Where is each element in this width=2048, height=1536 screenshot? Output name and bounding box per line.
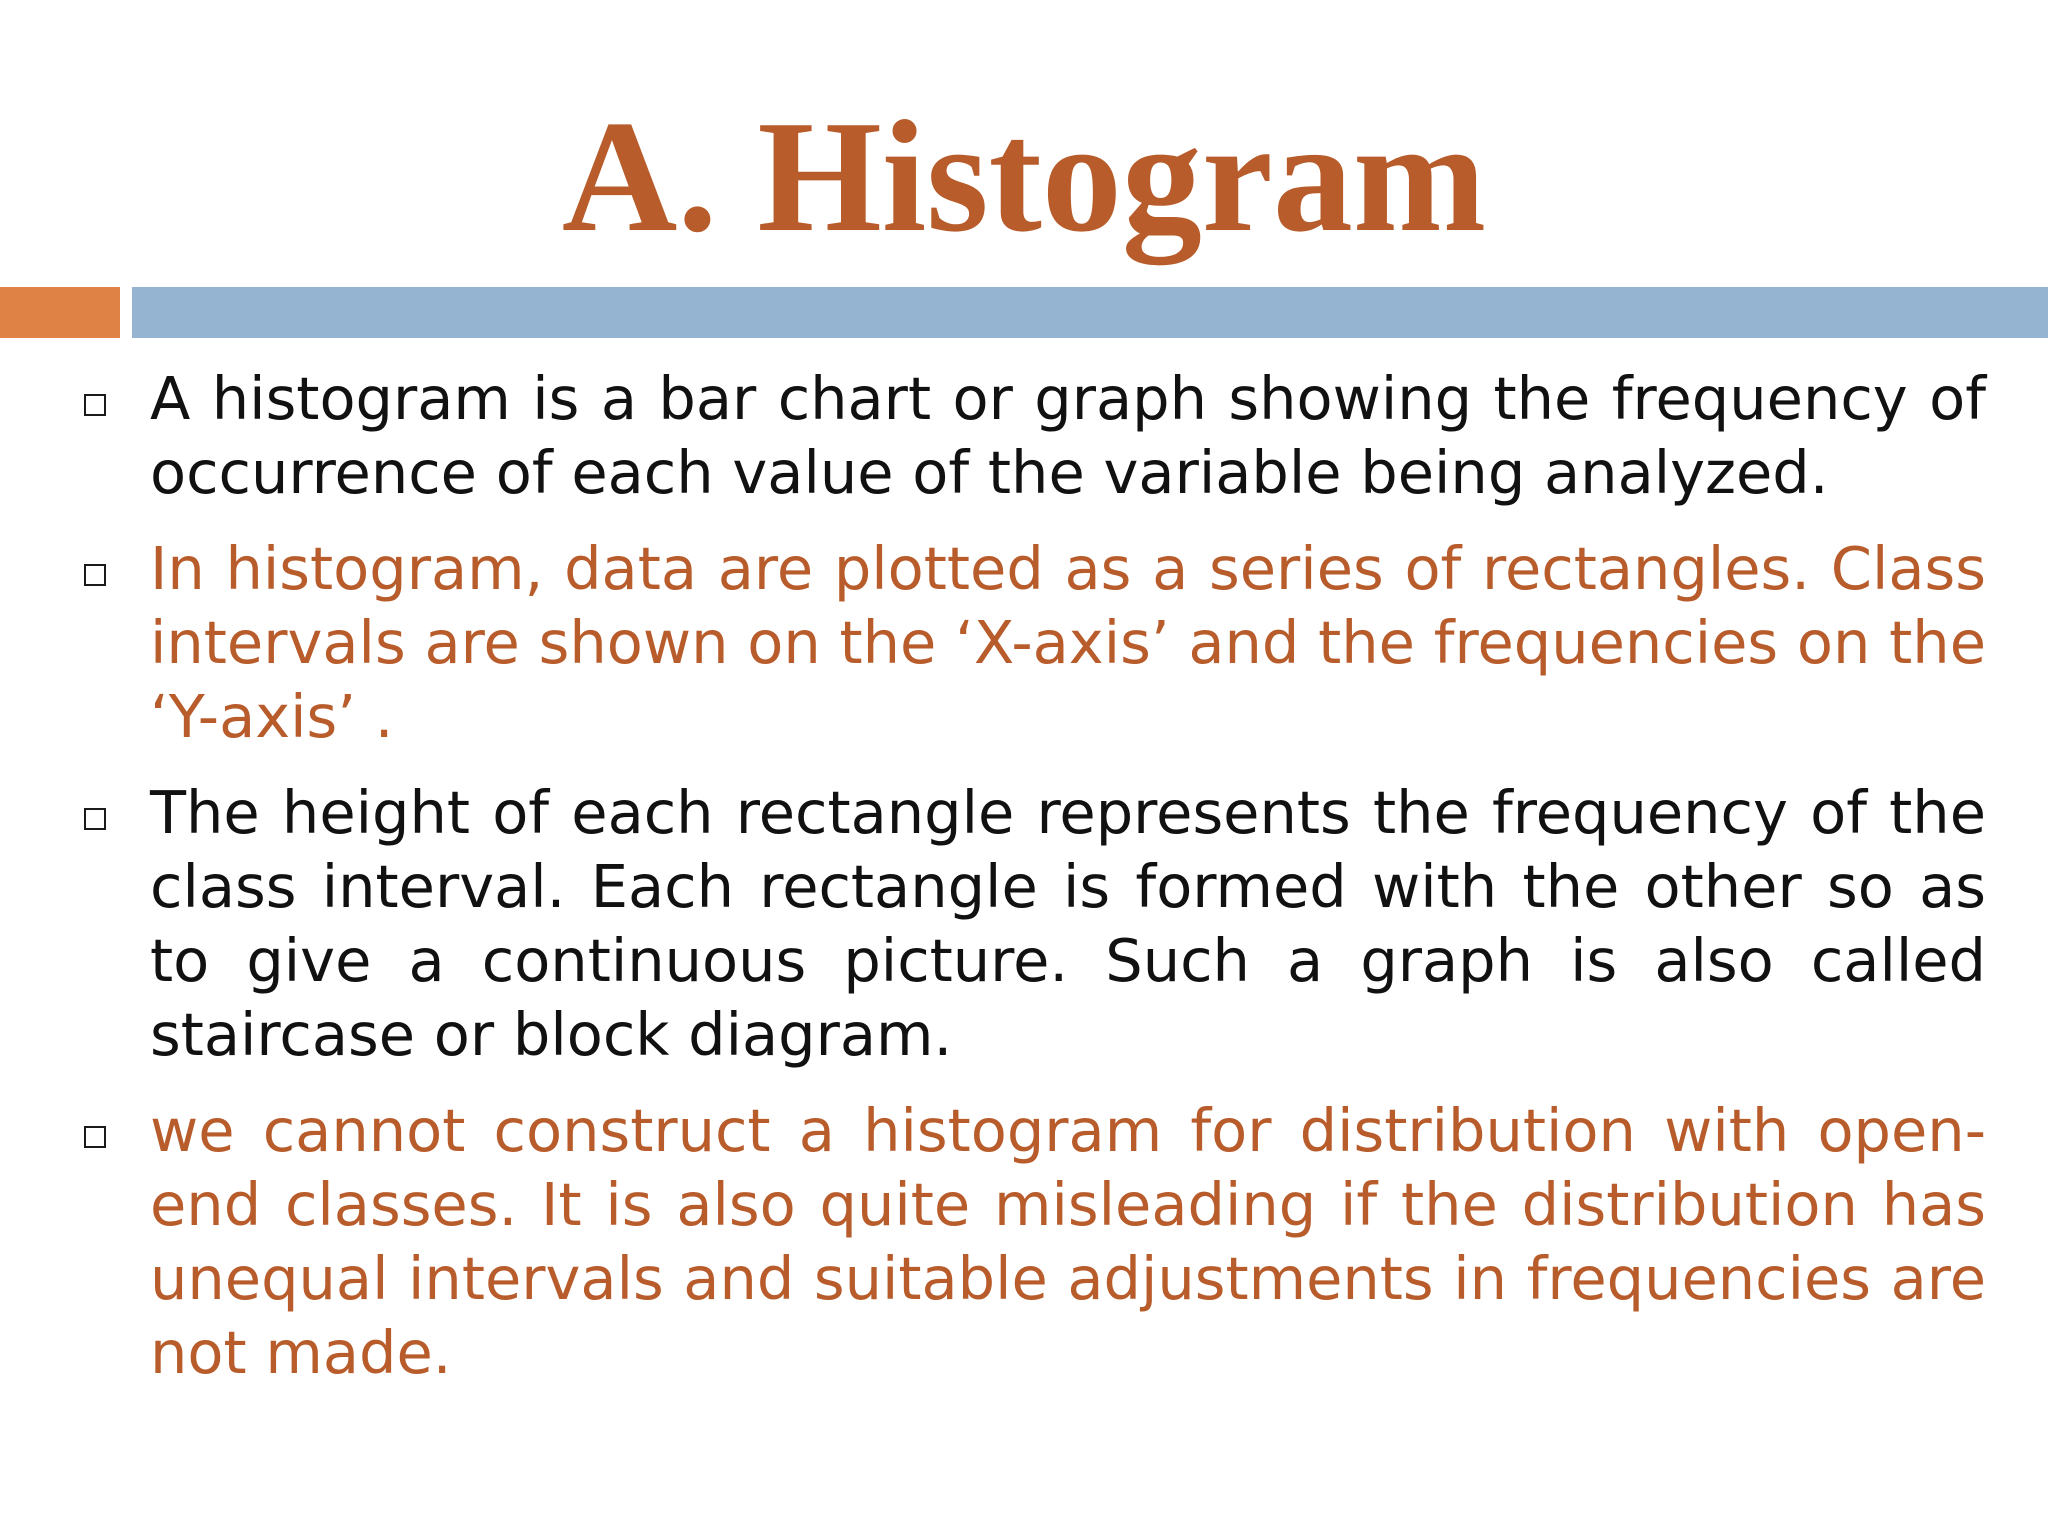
title-accent-bar-orange — [0, 287, 120, 338]
hollow-square-bullet-icon — [84, 1126, 106, 1148]
slide-title: A. Histogram — [561, 87, 1487, 265]
title-accent-bar-blue — [132, 287, 2048, 338]
bullet-item — [0, 1094, 2048, 1390]
bullet-text: The height of each rectangle represents the frequency of the class interval. Each rectangle is formed with the other so as to give a continuous picture. Such a graph is also called staircase or block diagram. — [150, 778, 1986, 1069]
bullet-text: A histogram is a bar chart or graph showing the frequency of occurrence of each value of the variable being analyzed. — [150, 364, 1986, 507]
bullet-list — [0, 362, 2048, 1412]
bullet-text: we cannot construct a histogram for distribution with open-end classes. It is also quite misleading if the distribution has unequal intervals and suitable adjustments in frequencies are not made. — [150, 1096, 1986, 1387]
bullet-item — [0, 362, 2048, 510]
hollow-square-bullet-icon — [84, 808, 106, 830]
bullet-item — [0, 776, 2048, 1072]
hollow-square-bullet-icon — [84, 564, 106, 586]
hollow-square-bullet-icon — [84, 394, 106, 416]
bullet-text: In histogram, data are plotted as a series of rectangles. Class intervals are shown on the ‘X-axis’ and the frequencies on the ‘Y-axis’ . — [150, 534, 1986, 751]
bullet-item — [0, 532, 2048, 754]
